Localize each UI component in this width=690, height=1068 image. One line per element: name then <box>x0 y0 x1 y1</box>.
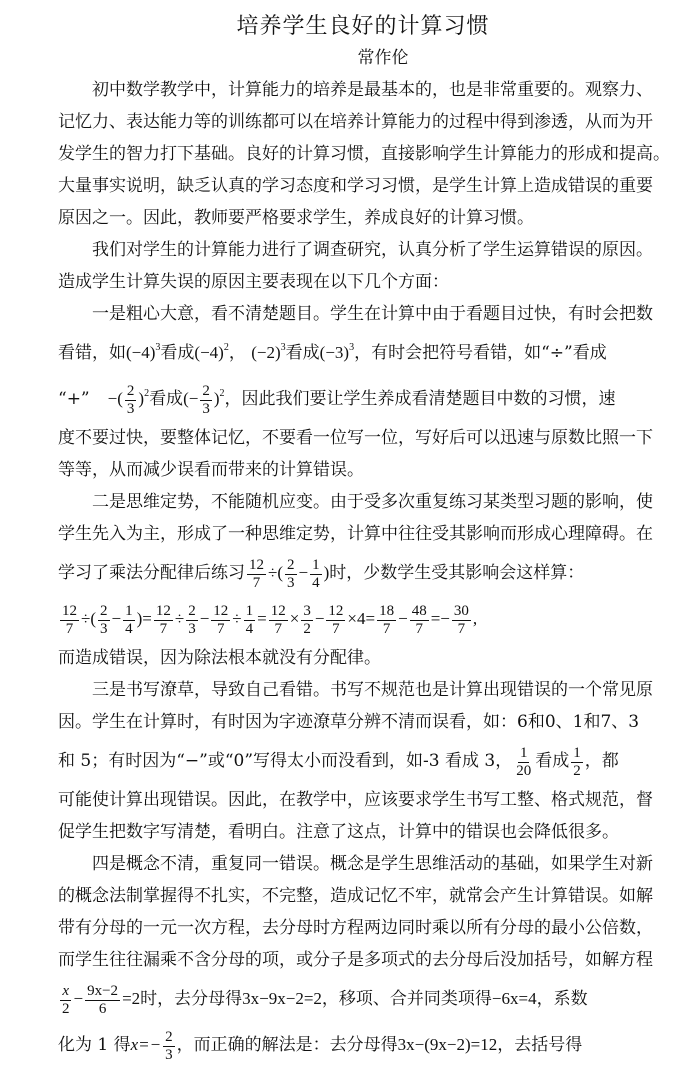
text-line: 的概念法制掌握得不扎实，不完整，造成记忆不牢，就常会产生计算错误。如解 <box>58 886 653 906</box>
text-line: 促学生把数字写清楚，看明白。注意了这点，计算中的错误也会降低很多。 <box>58 822 619 842</box>
math-expression: $(-3)^3$ <box>319 342 355 362</box>
math-expression: 3x−(9x−2)=12 <box>397 1035 498 1054</box>
math-expression: $\frac{12}{7}$ ÷( $\frac{2}{3}$ − $\frac{1}{4}$ )= $\frac{12}{7}$ ÷ $\frac{2}{3}$ − $\frac{12}{7}$ ÷ $\frac{1}{4}$ = $\frac{12}{7}$ × $\frac{3}{2}$ − $\frac{12}{7}$ ×4= $\frac{18}{7}$ − $\frac{48}{7}$ =− $\frac{30}{7}$ , <box>62 602 478 637</box>
paper-page <box>58 10 668 1068</box>
text-line: 看错，如$(-4)^3$看成$(-4)^2$， $(-2)^3$看成$(-3)^3$，有时会把符号看错，如“÷”看成 <box>58 342 607 363</box>
equation-line <box>58 596 668 642</box>
text-line: 而造成错误，因为除法根本就没有分配律。 <box>58 648 381 668</box>
author-name: 常作伦 <box>357 48 409 68</box>
math-expression: −( $\frac{2}{3}$ )$^2$ <box>107 382 150 417</box>
paragraph-intro <box>58 74 668 234</box>
math-expression: −6x=4 <box>491 989 537 1008</box>
fraction: $\frac{2}{3}$ <box>202 382 210 417</box>
fraction: $\frac{1}{20}$ <box>516 744 532 779</box>
text-line: 学生先入为主，形成了一种思维定势，计算中往往受其影响而形成心理障碍。在 <box>58 524 653 544</box>
text-line: 等等，从而减少误看而带来的计算错误。 <box>58 460 364 480</box>
paragraph-mindset <box>58 486 668 674</box>
math-expression: $(-4)^3$ <box>126 342 161 362</box>
fraction: $\frac{2}{3}$ <box>126 382 135 417</box>
math-expression: (− $\frac{2}{3}$ )$^2$ <box>183 382 225 417</box>
text-line: 造成学生计算失误的原因主要表现在以下几个方面： <box>58 272 449 292</box>
paragraph-survey <box>58 234 668 298</box>
math-expression <box>569 744 585 779</box>
text-line: 而学生往往漏乘不含分母的项，或分子是多项式的去分母后没加括号，如解方程 <box>58 950 653 970</box>
math-expression: $(-2)^3$ <box>251 342 286 362</box>
text-line: 记忆力、表达能力等的训练都可以在培养计算能力的过程中得到渗透，从而为开 <box>58 112 653 132</box>
text-line: 初中数学教学中，计算能力的培养是最基本的，也是非常重要的。观察力、 <box>92 80 653 100</box>
text-line: 化为 1 得x=− $\frac{2}{3}$ ，而正确的解法是：去分母得3x−(9x−2)=12，去括号得 <box>58 1028 583 1063</box>
text-line: 学习了乘法分配律后练习 $\frac{12}{7}$ ÷( $\frac{2}{3}$ − $\frac{1}{4}$ )时，少数学生受其影响会这样算： <box>58 556 585 591</box>
math-expression: 3x−9x−2=2 <box>242 989 322 1008</box>
paragraph-concepts <box>58 848 668 1068</box>
text-line: 度不要过快，要整体记忆，不要看一位写一位，写好后可以迅速与原数比照一下 <box>58 428 653 448</box>
math-expression: $\frac{12}{7}$ ÷( $\frac{2}{3}$ − $\frac{1}{4}$ ) <box>249 556 330 591</box>
text-line: 原因之一。因此，教师要严格要求学生，养成良好的计算习惯。 <box>58 208 534 228</box>
text-line: 一是粗心大意，看不清楚题目。学生在计算中由于看题目过快，有时会把数 <box>92 304 653 324</box>
math-expression: x=− $\frac{2}{3}$ <box>130 1028 173 1063</box>
text-line: 可能使计算出现错误。因此，在教学中，应该要求学生书写工整、格式规范，督 <box>58 790 653 810</box>
fraction: $\frac{1}{2}$ <box>573 744 581 779</box>
text-line: 三是书写潦草，导致自己看错。书写不规范也是计算出现错误的一个常见原 <box>92 680 653 700</box>
text-line: 发学生的智力打下基础。良好的计算习惯，直接影响学生计算能力的形成和提高。 <box>58 144 670 164</box>
text-line: “+” −( $\frac{2}{3}$ )$^2$看成(− $\frac{2}{3}$ )$^2$，因此我们要让学生养成看清楚题目中数的习惯，速 <box>58 382 616 417</box>
text-line: 大量事实说明，缺乏认真的学习态度和学习习惯，是学生计算上造成错误的重要 <box>58 176 653 196</box>
paper-title: 培养学生良好的计算习惯 <box>236 14 490 39</box>
text-line: 带有分母的一元一次方程，去分母时方程两边同时乘以所有分母的最小公倍数， <box>58 918 653 938</box>
text-line: 和 5；有时因为“−”或“0”写得太小而没看到，如-3 看成 3， $\frac{1}{20}$ 看成 $\frac{1}{2}$ ，都 <box>58 744 619 779</box>
paragraph-handwriting <box>58 674 668 848</box>
text-line: 四是概念不清，重复同一错误。概念是学生思维活动的基础，如果学生对新 <box>92 854 653 874</box>
math-expression: $(-4)^2$ <box>194 342 229 362</box>
math-expression: $\frac{x}{2}$ − $\frac{9x-2}{6}$ =2 <box>62 982 141 1017</box>
paragraph-carelessness <box>58 298 668 486</box>
text-line: 二是思维定势，不能随机应变。由于受多次重复练习某类型习题的影响，使 <box>92 492 653 512</box>
text-line: 因。学生在计算时，有时因为字迹潦草分辨不清而误看，如：6和0、1和7、3 <box>58 712 640 732</box>
math-expression <box>512 744 535 779</box>
text-line: $\frac{x}{2}$ − $\frac{9x-2}{6}$ =2时，去分母得3x−9x−2=2，移项、合并同类项得−6x=4，系数 <box>58 976 668 1022</box>
text-line: 我们对学生的计算能力进行了调查研究，认真分析了学生运算错误的原因。 <box>92 240 653 260</box>
